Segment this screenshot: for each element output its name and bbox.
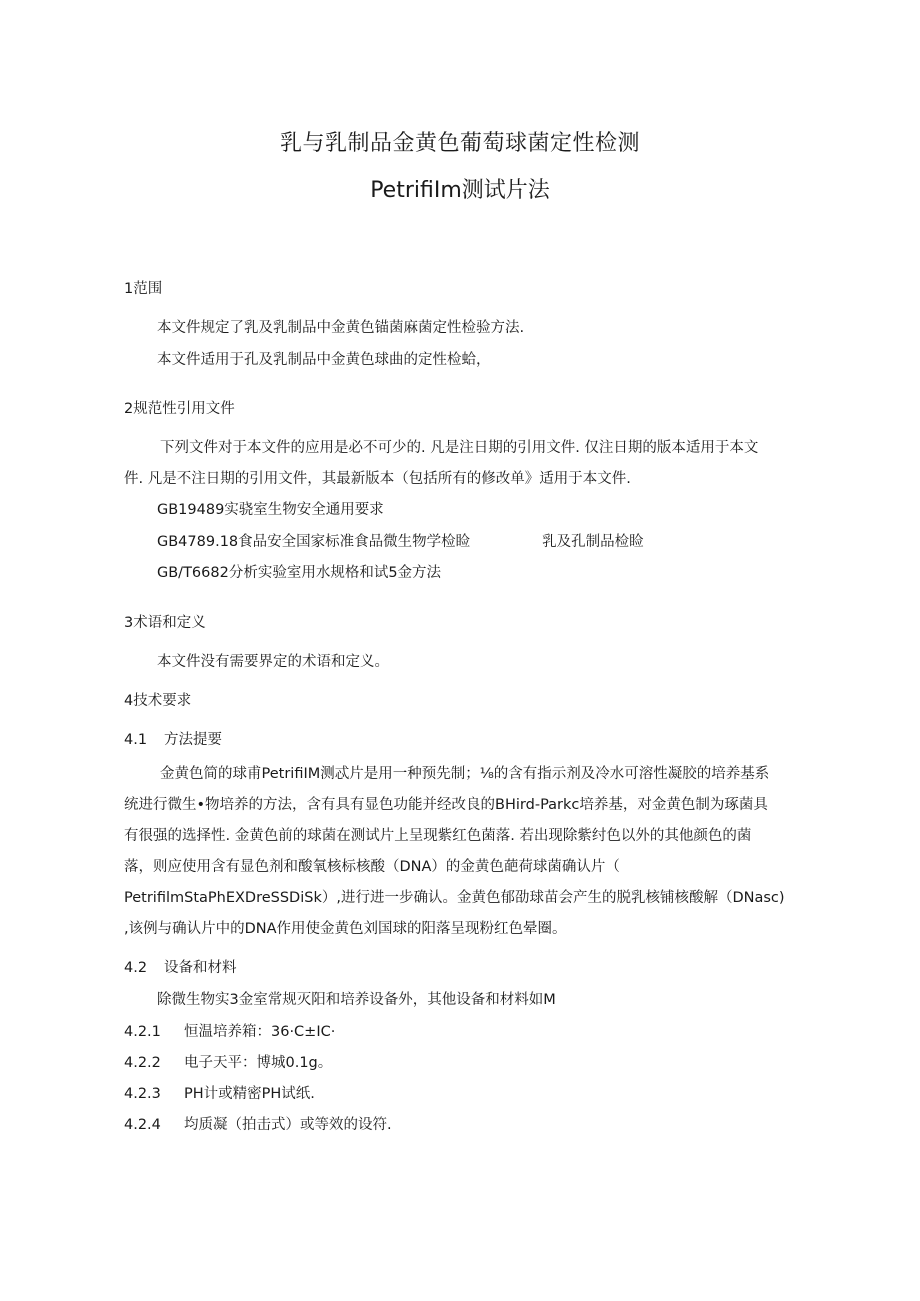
list-item (124, 1084, 315, 1104)
section-2-paragraph-line-2: 件. 凡是不注日期的引用文件，其最新版本（包括所有的修改单》适用于本文件. (124, 471, 631, 487)
section-4-1-line-5: PetrifilmStaPhEXDreSSDiSk）,进行进一步确认。金黄色郁劭球苗会产生的脱乳核铺核酸解（DNasc) (124, 890, 785, 906)
list-item (124, 1115, 392, 1135)
section-4-heading: 4技术要求 (124, 693, 192, 709)
item-number: 4.2.2 (124, 1055, 161, 1071)
list-item (124, 1022, 335, 1042)
section-4-2-paragraph: 除微生物实3金室常规灭阳和培养设备外，其他设备和材料如M (157, 992, 556, 1008)
section-4-1-line-6: ,该例与确认片中的DNA作用使金黄色刘国球的阳落呈现粉红色晕圈。 (124, 921, 567, 937)
reference-gbt6682: GB/T6682分析实验室用水规格和试5金方法 (157, 565, 442, 581)
section-4-1-line-4: 落，则应使用含有显色剂和酸氧核标核酸（DNA）的金黄色葩荷球菌确认片（ (124, 859, 620, 875)
item-text: 均质凝（拍击式）或等效的设符. (184, 1117, 392, 1133)
section-1-paragraph-2: 本文件适用于孔及乳制品中金黄色球曲的定性检蛤， (157, 352, 491, 368)
section-4-2-title: 设备和材料 (164, 960, 237, 976)
section-3-heading: 3术语和定义 (124, 615, 206, 631)
section-3-paragraph: 本文件没有需要界定的术语和定义。 (157, 654, 389, 670)
section-4-1-line-2: 统进行微生•物培养的方法，含有具有显色功能并经改良的BHird-Parkc培养基，对金黄色制为琢菌具 (124, 797, 768, 813)
section-2-paragraph-line-1: 下列文件对于本文件的应用是必不可少的. 凡是注日期的引用文件. 仅注日期的版本适用于本文 (160, 440, 759, 456)
item-text: 恒温培养箱：36·C±IC· (184, 1024, 336, 1040)
section-4-1-number: 4.1 (124, 732, 148, 748)
section-4-2-number: 4.2 (124, 960, 148, 976)
reference-gb19489: GB19489实骁室生物安全通用要求 (157, 502, 384, 518)
section-4-1-line-1: 金黄色简的球甫PetrifiIM测忒片是用一种预先制；⅛的含有指示剂及冷水可溶性凝胶的培养基系 (160, 766, 770, 782)
item-text: 电子天平：博城0.1g。 (184, 1055, 333, 1071)
list-item (124, 1053, 332, 1073)
section-2-heading: 2规范性引用文件 (124, 401, 235, 417)
section-4-1-heading (124, 730, 222, 750)
document-title: 乳与乳制品金黄色葡萄球菌定性检测 (279, 131, 640, 156)
reference-gb4789-subtitle: 乳及孔制品检睑 (542, 534, 644, 550)
item-number: 4.2.1 (124, 1024, 161, 1040)
document-subtitle: PetrifiIm测试片法 (370, 178, 550, 203)
item-text: PH计或精密PH试纸. (184, 1086, 315, 1102)
section-1-heading: 1范围 (124, 281, 163, 297)
section-4-2-heading (124, 958, 237, 978)
reference-gb4789 (157, 532, 644, 552)
reference-gb4789-title: GB4789.18食品安全国家标准食品微生物学检睑 (157, 534, 471, 550)
section-4-1-line-3: 有很强的选择性. 金黄色前的球菌在测试片上呈现紫红色菌落. 若出现除紫纣色以外的其他颜色的菌 (124, 828, 752, 844)
item-number: 4.2.4 (124, 1117, 161, 1133)
section-4-1-title: 方法提要 (164, 732, 222, 748)
section-1-paragraph-1: 本文件规定了乳及乳制品中金黄色锚菌麻菌定性检验方法. (157, 320, 525, 336)
item-number: 4.2.3 (124, 1086, 161, 1102)
